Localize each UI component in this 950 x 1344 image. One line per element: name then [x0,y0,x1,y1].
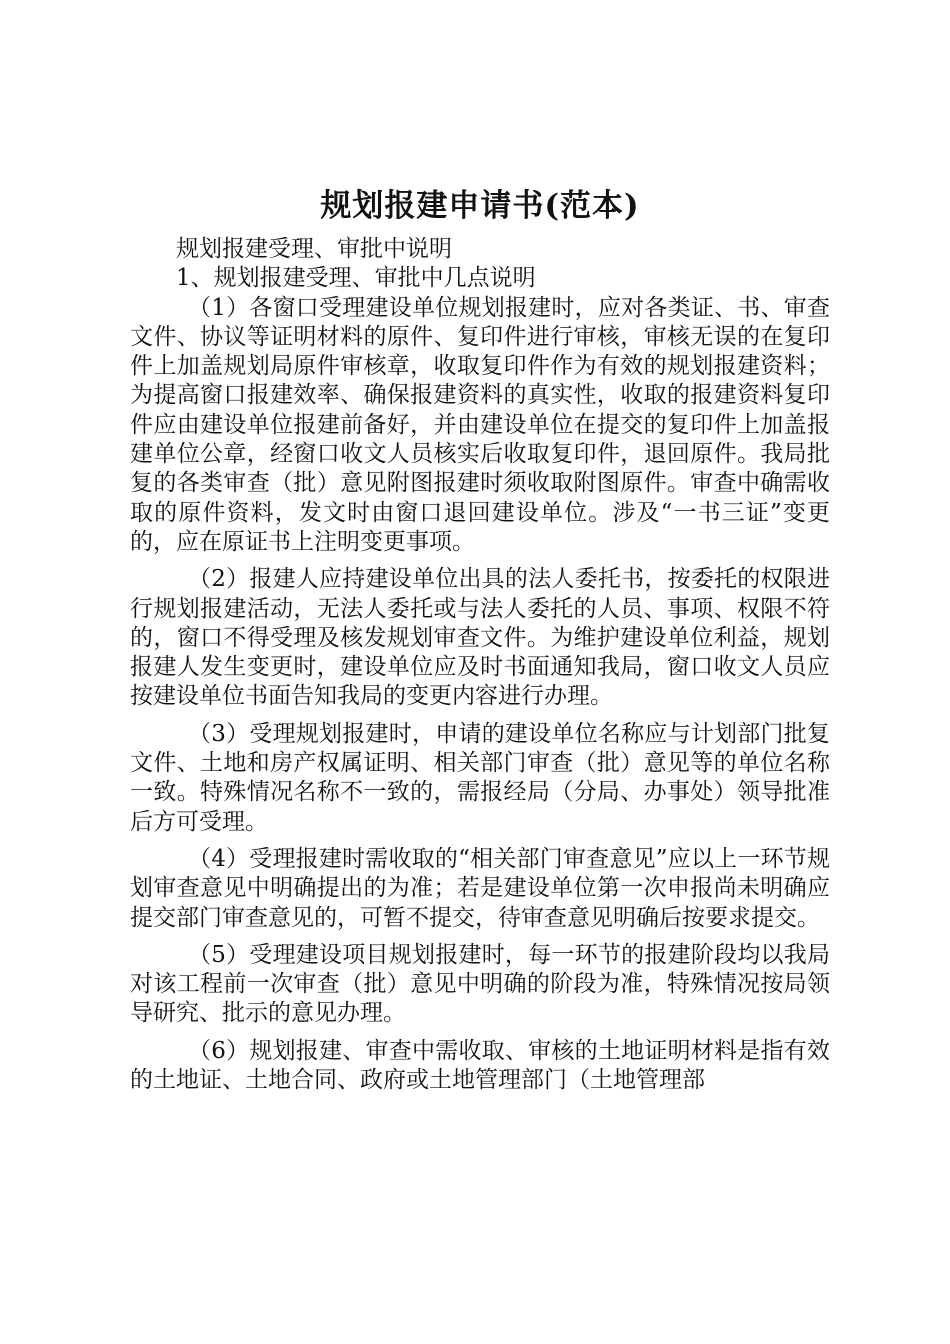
document-page [130,185,830,1095]
paragraph-3: （3）受理规划报建时，申请的建设单位名称应与计划部门批复文件、土地和房产权属证明、相关部门审查（批）意见等的单位名称一致。特殊情况名称不一致的，需报经局（分局、办事处）领导批准后方可受理。 [130,720,830,835]
paragraph-2: （2）报建人应持建设单位出具的法人委托书，按委托的权限进行规划报建活动，无法人委托或与法人委托的人员、事项、权限不符的，窗口不得受理及核发规划审查文件。为维护建设单位利益，规划报建人发生变更时，建设单位应及时书面通知我局，窗口收文人员应按建设单位书面告知我局的变更内容进行办理。 [130,566,830,710]
section-subheading: 1、规划报建受理、审批中几点说明 [176,265,536,292]
section-heading: 规划报建受理、审批中说明 [176,236,452,262]
paragraph-5: （5）受理建设项目规划报建时，每一环节的报建阶段均以我局对该工程前一次审查（批）意见中明确的阶段为准，特殊情况按局领导研究、批示的意见办理。 [130,941,830,1027]
paragraph-6: （6）规划报建、审查中需收取、审核的土地证明材料是指有效的土地证、土地合同、政府或土地管理部门（土地管理部 [130,1037,830,1094]
paragraph-4: （4）受理报建时需收取的“相关部门审查意见”应以上一环节规划审查意见中明确提出的为准；若是建设单位第一次申报尚未明确应提交部门审查意见的，可暂不提交，待审查意见明确后按要求提交。 [130,845,830,931]
paragraph-1: （1）各窗口受理建设单位规划报建时，应对各类证、书、审查文件、协议等证明材料的原件、复印件进行审核，审核无误的在复印件上加盖规划局原件审核章，收取复印件作为有效的规划报建资料；为提高窗口报建效率、确保报建资料的真实性，收取的报建资料复印件应由建设单位报建前备好，并由建设单位在提交的复印件上加盖报建单位公章，经窗口收文人员核实后收取复印件，退回原件。我局批复的各类审查（批）意见附图报建时须收取附图原件。审查中确需收取的原件资料，发文时由窗口退回建设单位。涉及“一书三证”变更的，应在原证书上注明变更事项。 [130,294,830,555]
document-title: 规划报建申请书(范本) [320,188,640,224]
